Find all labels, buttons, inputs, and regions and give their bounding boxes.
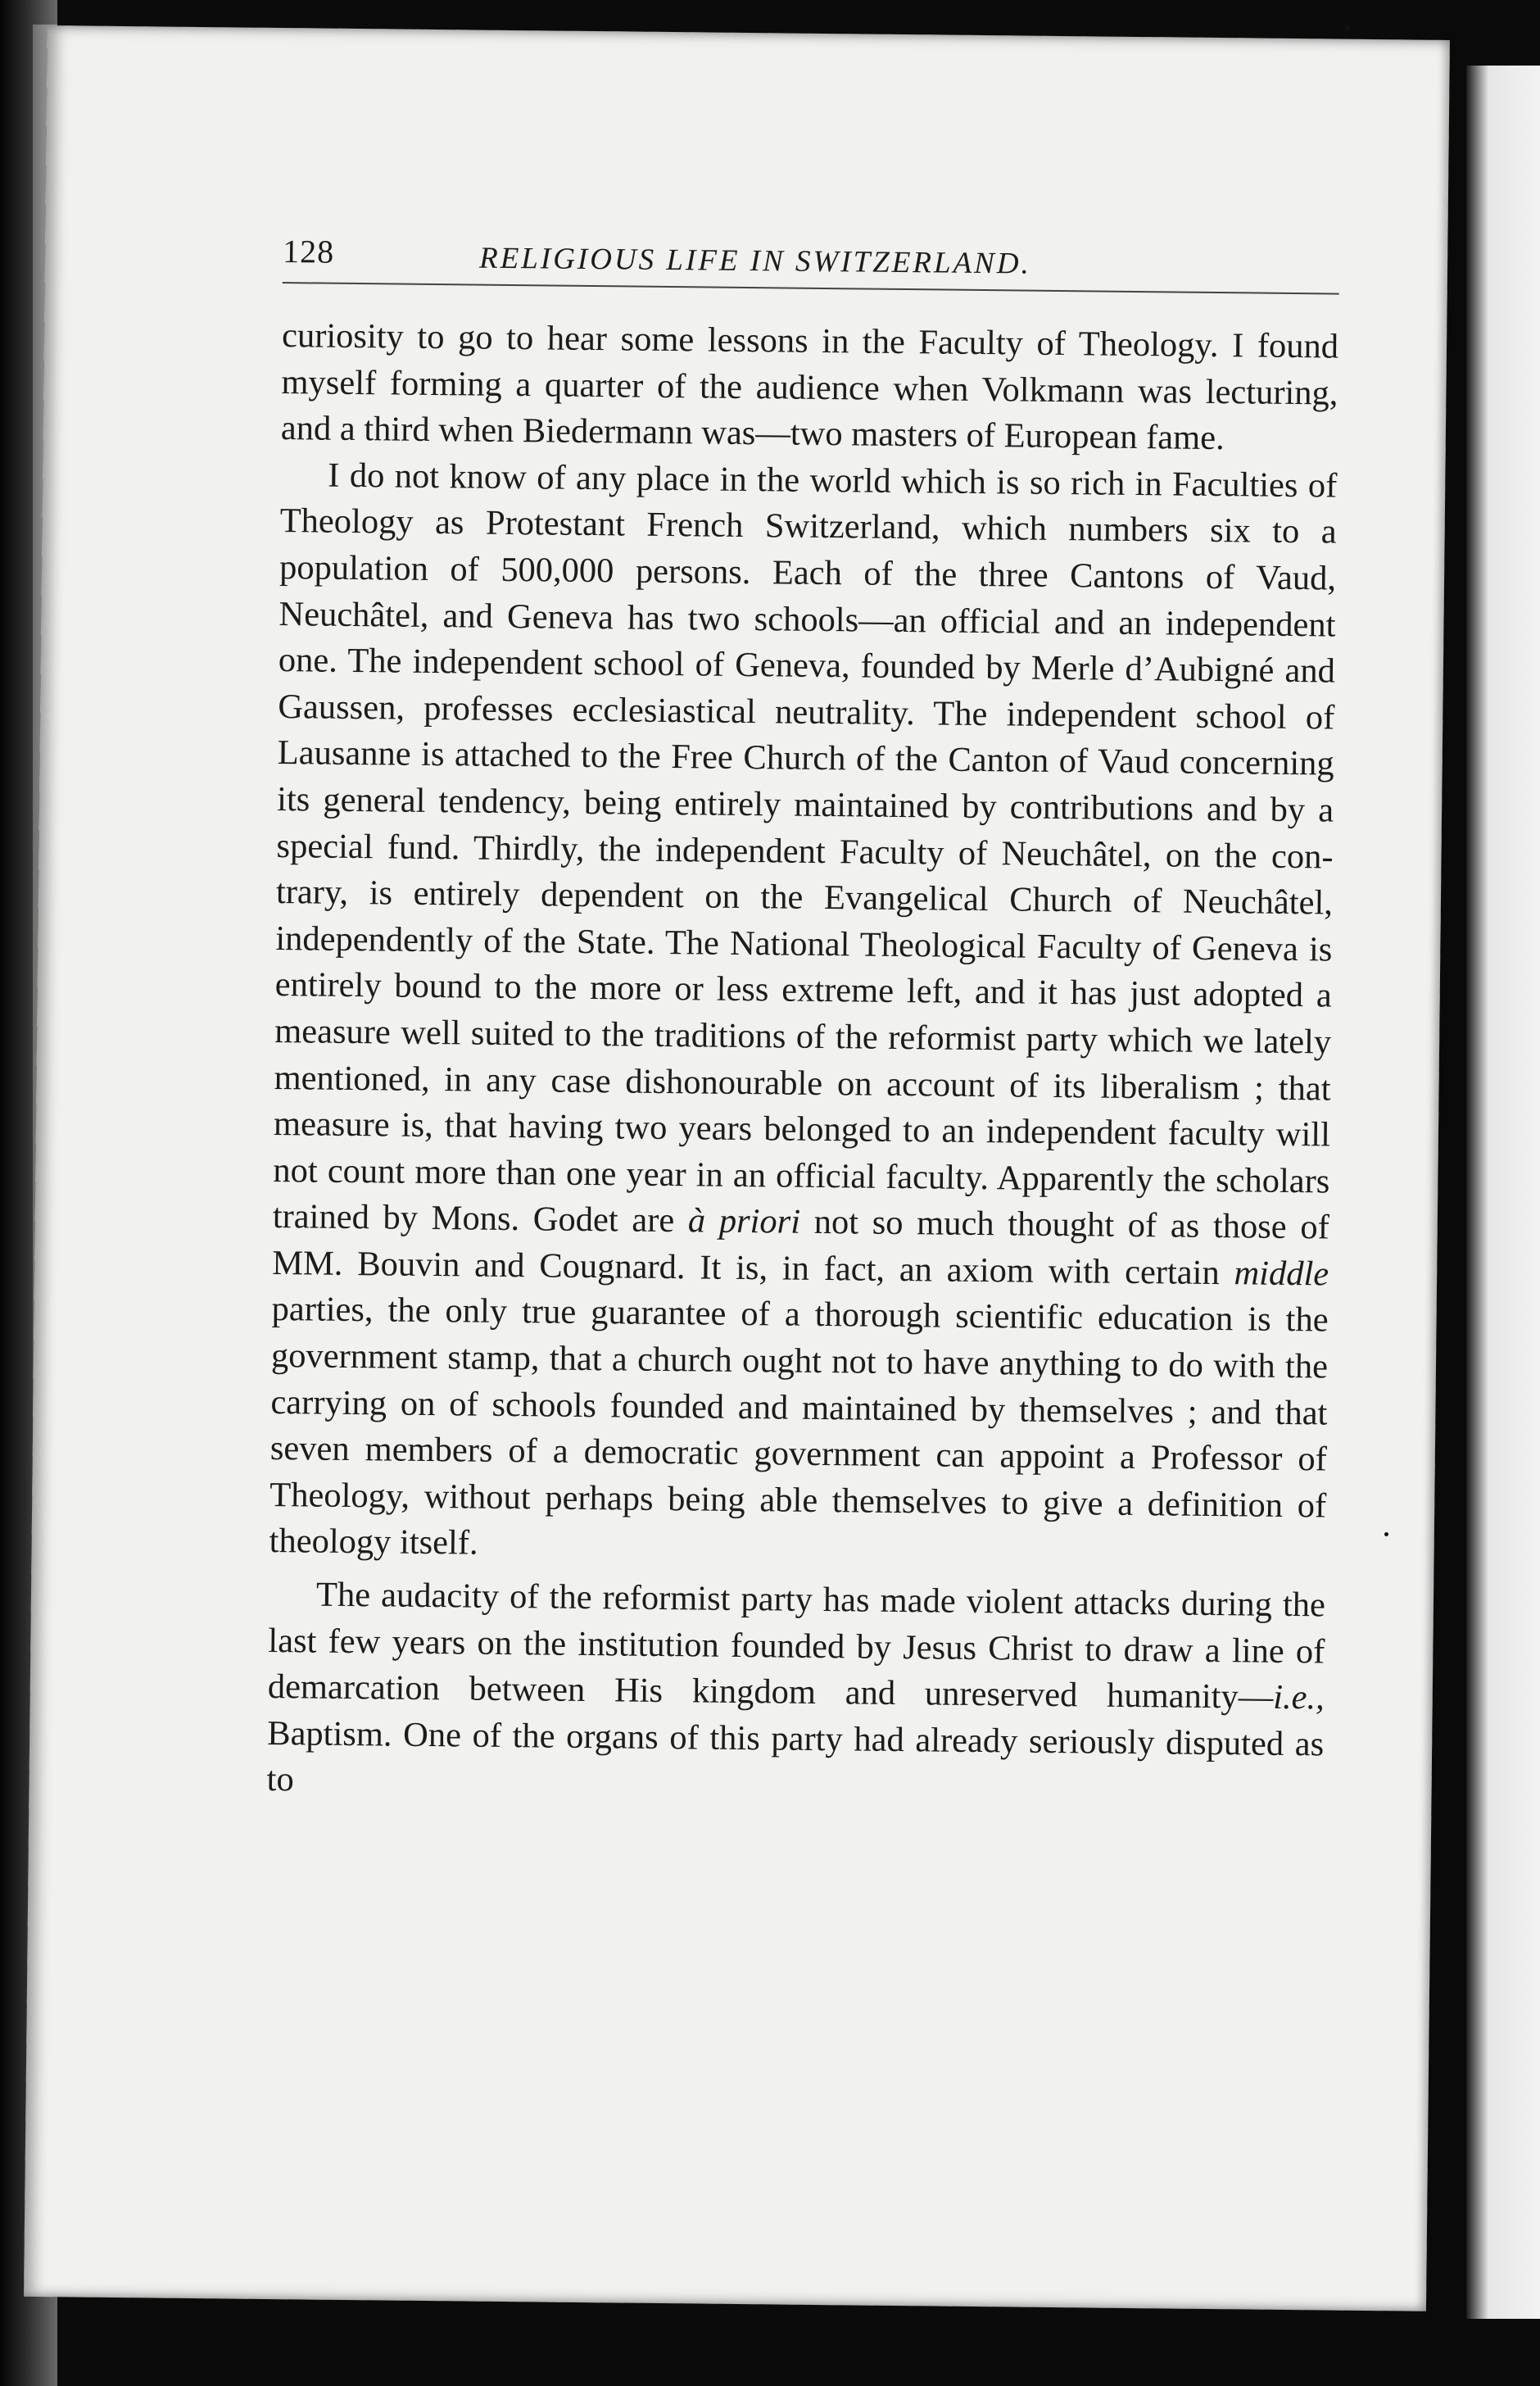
running-header bbox=[283, 233, 1340, 295]
text-run: I do not know of any place in the world which is so rich in Faculties of Theology as Protestant French Switzerland, which numbers six to a population of 500,000 persons. Each of the three Cantons of Vaud, Neuchâtel, and Geneva has two schools—an official and an independent one. The independent school of Geneva, founded by Merle d’Aubigné and Gaussen, professes ecclesiastical neutrality. The independent school of Lausanne is attached to the Free Church of the Canton of Vaud concerning its general tendency, being entirely maintained by contributions and by a special fund. Thirdly, the independent Faculty of Neuchâtel, on the contrary, is entirely dependent on the Evangelical Church of Neuchâtel, independently of the State. The National Theological Faculty of Geneva is entirely bound to the more or less extreme left, and it has just adopted a measure well suited to the traditions of the reformist party which we lately mentioned, in any case dishonourable on account of its liberalism ; that measure is, that having two years belonged to an independent faculty will not count more than one year in an official faculty. Apparently the scholars trained by Mons. Godet are bbox=[272, 456, 1338, 1241]
italic-text: i.e., bbox=[1272, 1678, 1325, 1717]
paragraph bbox=[281, 313, 1339, 463]
text-run: not so much thought of as those of MM. Bouvin and Cougnard. It is, in fact, an axiom with certain bbox=[272, 1203, 1330, 1293]
dust-speck bbox=[1345, 25, 1350, 31]
book-page bbox=[24, 25, 1450, 2311]
italic-text: middle bbox=[1234, 1254, 1329, 1294]
text-run: parties, the only true guarantee of a thorough scientific education is the government stamp, that a church ought not to have anything to do with the carrying on of schools founded and maintained by themselves ; and that seven members of a democratic government can appoint a Professor of Theology, without perhaps being able themselves to give a definition of theology itself. bbox=[269, 1290, 1329, 1563]
paragraph bbox=[266, 1572, 1325, 1814]
page-number: 128 bbox=[282, 233, 335, 270]
running-title: RELIGIOUS LIFE IN SWITZERLAND. bbox=[478, 241, 1032, 281]
paragraph bbox=[269, 452, 1337, 1576]
text-run: curiosity to go to hear some lessons in the Faculty of Theology. I found myself forming a quarter of the audience when Volkmann was lecturing, and a third when Biedermann was—two masters of European fame. bbox=[280, 316, 1339, 458]
body-text bbox=[266, 313, 1338, 1814]
adjacent-page-edge bbox=[1466, 66, 1540, 2319]
text-run: The audacity of the reformist party has made violent attacks during the last few years on the institution founded by Jesus Christ to draw a line of demarcation between His kingdom and unreserved humanity— bbox=[267, 1575, 1326, 1717]
text-run: Baptism. One of the organs of this party had already seriously disputed as to bbox=[266, 1713, 1325, 1799]
italic-text: à priori bbox=[687, 1201, 801, 1242]
dust-speck bbox=[1384, 1532, 1388, 1536]
page-content bbox=[266, 233, 1339, 1814]
